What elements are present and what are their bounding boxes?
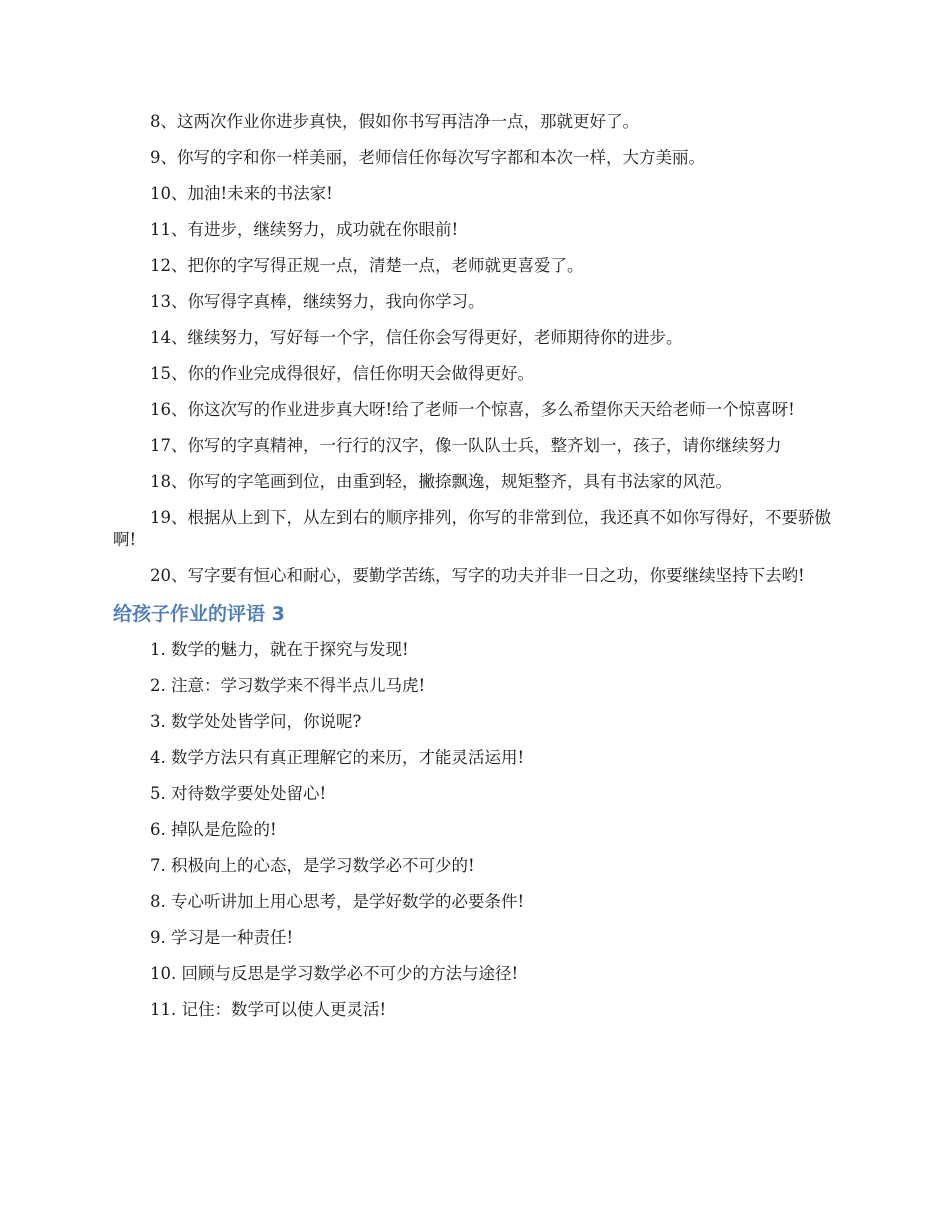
math-comment-item: 8. 专心听讲加上用心思考，是学好数学的必要条件! (150, 892, 525, 911)
comment-item: 8、这两次作业你进步真快，假如你书写再洁净一点，那就更好了。 (150, 112, 639, 131)
math-comment-item: 2. 注意：学习数学来不得半点儿马虎! (150, 676, 426, 695)
comment-item: 16、你这次写的作业进步真大呀!给了老师一个惊喜，多么希望你天天给老师一个惊喜呀! (150, 400, 795, 419)
comment-item: 14、继续努力，写好每一个字，信任你会写得更好，老师期待你的进步。 (150, 328, 683, 347)
math-comment-item: 9. 学习是一种责任! (150, 928, 294, 947)
math-comment-item: 11. 记住：数学可以使人更灵活! (150, 1000, 387, 1019)
math-comment-item: 4. 数学方法只有真正理解它的来历，才能灵活运用! (150, 748, 525, 767)
section-heading: 给孩子作业的评语 3 (113, 603, 285, 625)
math-comment-item: 1. 数学的魅力，就在于探究与发现! (150, 640, 409, 659)
math-comment-item: 5. 对待数学要处处留心! (150, 784, 327, 803)
document-page (113, 111, 831, 1035)
comment-item: 17、你写的字真精神，一行行的汉字，像一队队士兵，整齐划一，孩子，请你继续努力 (150, 436, 782, 455)
comment-item: 11、有进步，继续努力，成功就在你眼前! (150, 220, 459, 239)
math-comment-item: 10. 回顾与反思是学习数学必不可少的方法与途径! (150, 964, 519, 983)
comment-item: 15、你的作业完成得很好，信任你明天会做得更好。 (150, 364, 534, 383)
comment-item: 20、写字要有恒心和耐心，要勤学苦练，写字的功夫并非一日之功，你要继续坚持下去哟! (150, 566, 805, 585)
math-comment-item: 6. 掉队是危险的! (150, 820, 277, 839)
comment-item: 9、你写的字和你一样美丽，老师信任你每次写字都和本次一样，大方美丽。 (150, 148, 705, 167)
comment-item: 18、你写的字笔画到位，由重到轻，撇捺飘逸，规矩整齐，具有书法家的风范。 (150, 472, 732, 491)
math-comment-item: 7. 积极向上的心态，是学习数学必不可少的! (150, 856, 475, 875)
comment-item: 19、根据从上到下，从左到右的顺序排列，你写的非常到位，我还真不如你写得好，不要骄傲啊! (113, 508, 831, 549)
comment-item: 10、加油!未来的书法家! (150, 184, 333, 203)
comment-item: 12、把你的字写得正规一点，清楚一点，老师就更喜爱了。 (150, 256, 584, 275)
comment-item: 13、你写得字真棒，继续努力，我向你学习。 (150, 292, 485, 311)
math-comment-item: 3. 数学处处皆学问，你说呢? (150, 712, 362, 731)
